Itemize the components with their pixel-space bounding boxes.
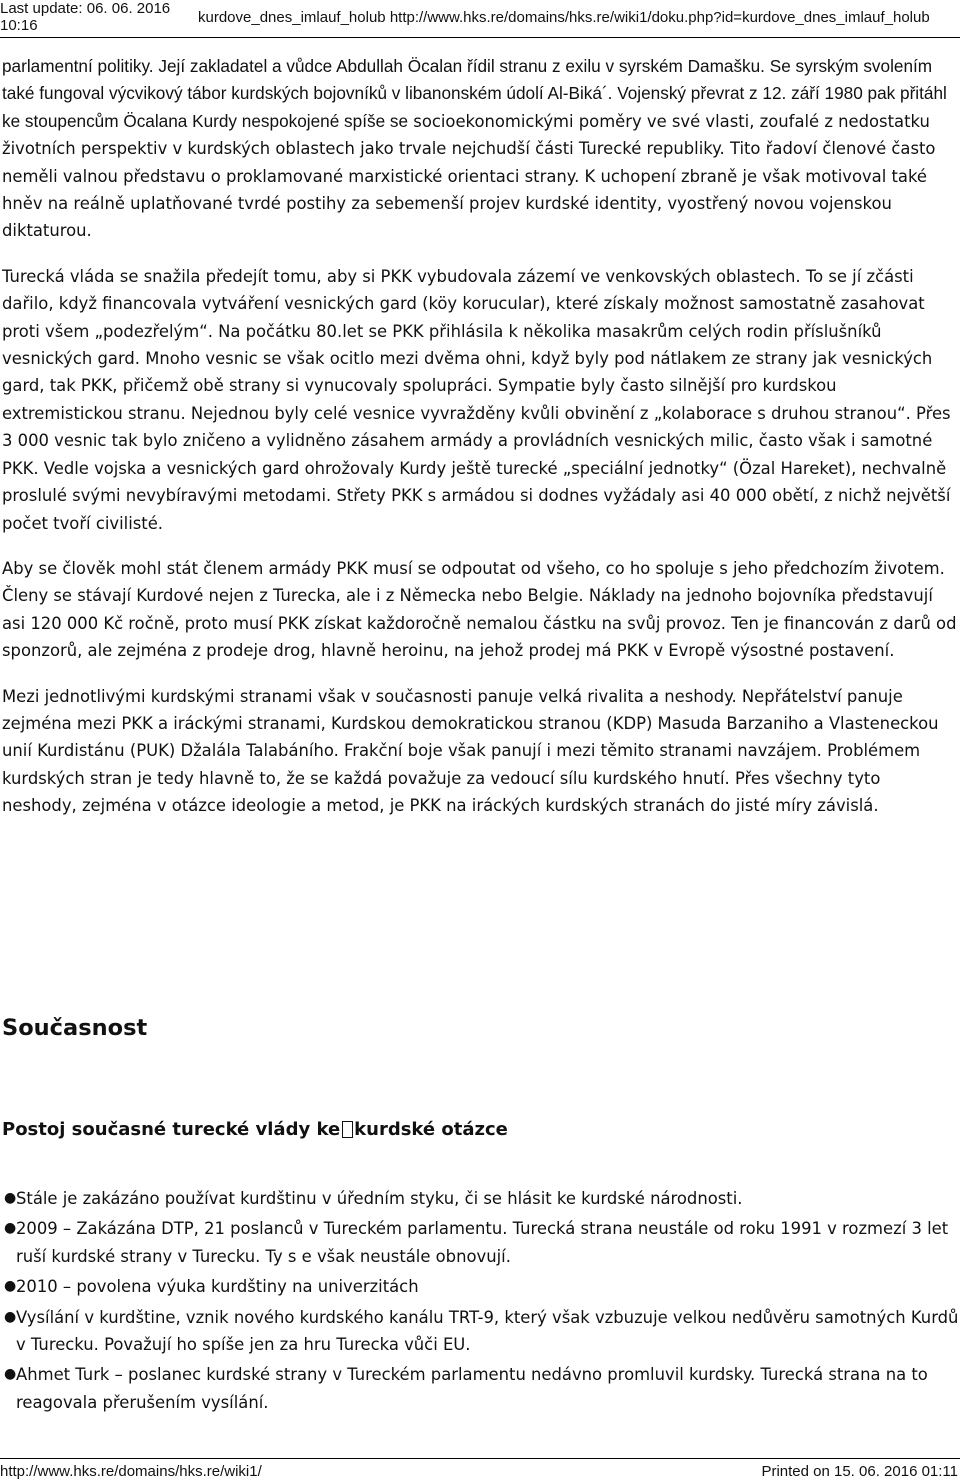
list-item-text: 2010 – povolena výuka kurdštiny na univerzitách — [16, 1277, 419, 1297]
paragraph-pkk-origins-lead: parlamentní politiky. Její zakladatel a vůdce Abdullah Öcalan řídil stranu z exilu v syrském Damašku. Se syrským svolením také fungoval výcvikový tábor kurdských bojovníků v libanonském údolí Al-Biká´. Vojenský převrat z 12. září 1980 pak přitáhl ke stoupencům Öcalana Kurdy nespokojené spíše se — [2, 56, 947, 131]
bullet-icon: ● — [4, 1190, 17, 1206]
paragraph-village-guards: Turecká vláda se snažila předejít tomu, aby si PKK vybudovala zázemí ve venkovských oblastech. To se jí zčásti dařilo, když financovala vytváření vesnických gard (köy korucular), které získaly možnost samostatně zasahovat proti všem „podezřelým“. Na počátku 80.let se PKK přihlásila k několika masakrům celých rodin příslušníků vesnických gard. Mnoho vesnic se však ocitlo mezi dvěma ohni, když byly pod nátlakem ze strany jak vesnických gard, tak PKK, přičemž obě strany si vynucovaly spolupráci. Sympatie byly často silnější pro kurdskou extremistickou stranu. Nejednou byly celé vesnice vyvražděny kvůli obvinění z „kolaborace s druhou stranou“. Přes 3 000 vesnic tak bylo zničeno a vylidněno zásahem armády a provládních vesnických milic, často však i samotné PKK. Vedle vojska a vesnických gard ohrožovaly Kurdy ještě turecké „speciální jednotky“ (Özal Hareket), nechvalně proslulé svými nevybíravými metodami. Střety PKK s armádou si dodnes vyžádaly asi 40 000 obětí, z nichž největší počet tvoří civilisté. — [2, 266, 951, 533]
list-item — [4, 1361, 960, 1416]
list-item — [4, 1185, 960, 1212]
printed-stamp: Printed on 15. 06. 2016 01:11 — [761, 1463, 958, 1480]
bullet-icon: ● — [4, 1220, 17, 1237]
subsection-heading — [2, 1117, 508, 1143]
header-divider — [0, 37, 960, 38]
list-item — [4, 1273, 960, 1300]
paragraph-party-rivalry: Mezi jednotlivými kurdskými stranami však v současnosti panuje velká rivalita a neshody. Nepřátelství panuje zejména mezi PKK a iráckými stranami, Kurdskou demokratickou stranou (KDP) Masuda Barzaniho a Vlasteneckou unií Kurdistánu (PUK) Džalála Talabáního. Frakční boje však panují i mezi těmito stranami navzájem. Problémem kurdských stran je tedy hlavně to, že se každá považuje za vedoucí sílu kurdského hnutí. Přes všechny tyto neshody, zejména v otázce ideologie a metod, je PKK na iráckých kurdských stranách do jisté míry závislá. — [2, 686, 939, 816]
paragraph-pkk-origins-rest: socioekonomickými poměry ve své vlasti, zoufalé z nedostatku životních perspektiv v kurdských oblastech jako trvale nejchudší části Turecké republiky. Tito řadoví členové často neměli valnou představu o proklamované marxistické orientaci strany. K uchopení zbraně je však motivoval také hněv na reálně uplatňované tvrdé postihy za sebemenší projev kurdské identity, vyostřený novou vojenskou diktaturou. — [2, 111, 936, 241]
bullet-icon: ● — [4, 1278, 17, 1295]
list-item-text: Stále je zakázáno používat kurdštinu v úředním styku, či se hlásit ke kurdské národnosti. — [16, 1189, 743, 1208]
subsection-heading-part2: kurdské otázce — [354, 1119, 508, 1140]
footer-url-link[interactable]: http://www.hks.re/domains/hks.re/wiki1/ — [0, 1463, 262, 1480]
missing-glyph-icon — [342, 1121, 353, 1138]
list-item — [4, 1304, 960, 1359]
list-item-text: 2009 – Zakázána DTP, 21 poslanců v Tureckém parlamentu. Turecká strana neustále od roku 1991 v rozmezí 3 let ruší kurdské strany v Turecku. Ty s e však neustále obnovují. — [16, 1219, 949, 1266]
paragraph-pkk-membership: Aby se člověk mohl stát členem armády PKK musí se odpoutat od všeho, co ho spoluje s jeho předchozím životem. Členy se stávají Kurdové nejen z Turecka, ale i z Německa nebo Belgie. Náklady na jednoho bojovníka představují asi 120 000 Kč ročně, proto musí PKK získat každoročně nemalou částku na svůj provoz. Ten je financován z darů od sponzorů, ale zejména z prodeje drog, hlavně heroinu, na jehož prodej má PKK v Evropě výsostné postavení. — [2, 558, 957, 661]
footer-divider — [0, 1458, 960, 1459]
list-item — [4, 1215, 960, 1270]
last-update-time: 10:16 — [0, 17, 38, 34]
policy-bullet-list — [2, 1185, 960, 1419]
bullet-icon: ● — [4, 1366, 17, 1383]
last-update-stamp — [0, 0, 170, 34]
page-id: kurdove_dnes_imlauf_holub — [198, 9, 386, 26]
section-heading: Současnost — [2, 1015, 148, 1041]
bullet-icon: ● — [4, 1308, 17, 1325]
article-body — [2, 53, 960, 838]
paragraph-pkk-origins — [2, 53, 960, 245]
list-item-text: Ahmet Turk – poslanec kurdské strany v Tureckém parlamentu nedávno promluvil kurdsky. Turecká strana na to reagovala přerušením vysílání. — [16, 1365, 928, 1412]
page-identifier — [198, 9, 930, 26]
page-url-link[interactable]: http://www.hks.re/domains/hks.re/wiki1/doku.php?id=kurdove_dnes_imlauf_holub — [389, 9, 930, 26]
last-update-date: Last update: 06. 06. 2016 — [0, 0, 171, 17]
list-item-text: Vysílání v kurdštine, vznik nového kurdského kanálu TRT-9, který však vzbuzuje velkou nedůvěru samotných Kurdů v Turecku. Považují ho spíše jen za hru Turecka vůči EU. — [16, 1307, 959, 1355]
subsection-heading-part1: Postoj současné turecké vlády ke — [2, 1119, 341, 1140]
